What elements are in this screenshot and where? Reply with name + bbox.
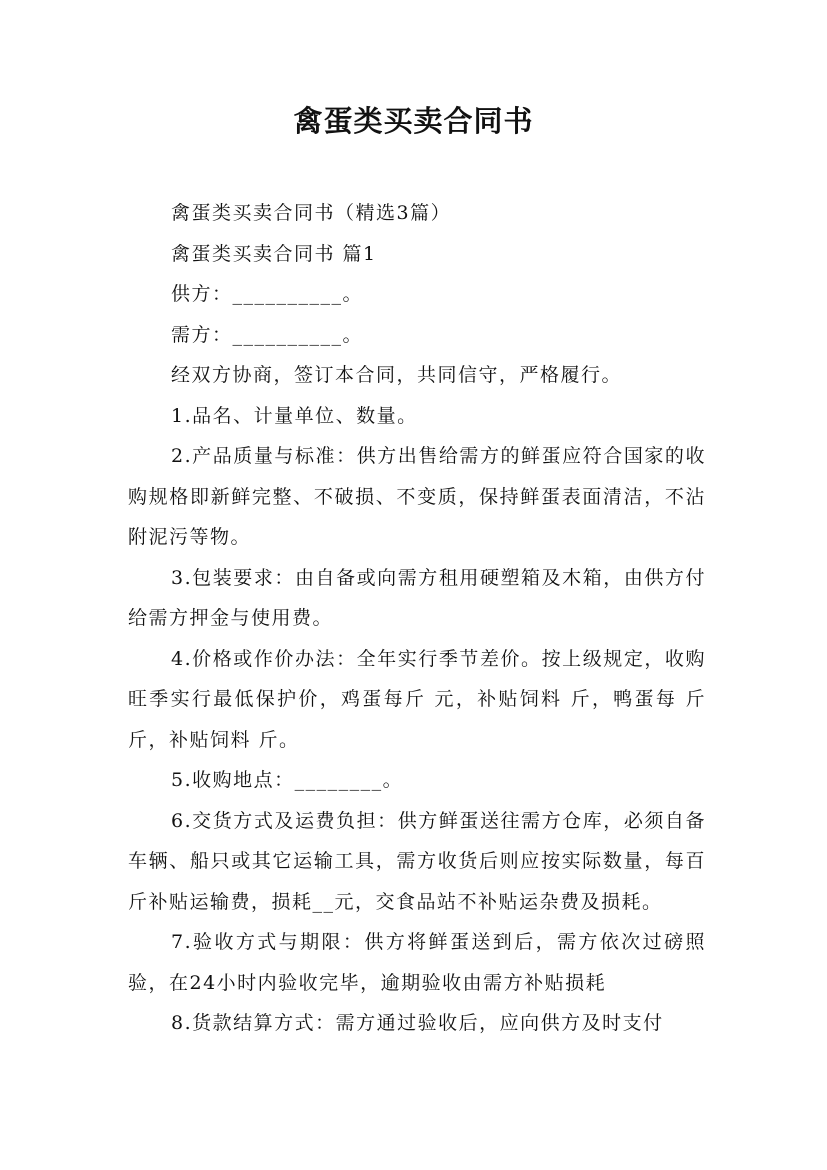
paragraph-intro: 经双方协商，签订本合同，共同信守，严格履行。 xyxy=(171,364,623,386)
paragraph-clause-4: 4.价格或作价办法：全年实行季节差价。按上级规定，收购旺季实行最低保护价，鸡蛋每斤 元，补贴饲料 斤，鸭蛋每 斤斤，补贴饲料 斤。 xyxy=(128,647,706,751)
paragraph-supplier: 供方：__________。 xyxy=(171,283,364,305)
paragraph-clause-1: 1.品名、计量单位、数量。 xyxy=(171,404,418,427)
paragraph-clause-2: 2.产品质量与标准：供方出售给需方的鲜蛋应符合国家的收购规格即新鲜完整、不破损、不变质，保持鲜蛋表面清洁，不沾附泥污等物。 xyxy=(128,445,706,548)
document-title: 禽蛋类买卖合同书 xyxy=(293,104,534,138)
document-body xyxy=(128,193,706,1044)
paragraph-clause-3: 3.包装要求：由自备或向需方租用硬塑箱及木箱，由供方付给需方押金与使用费。 xyxy=(128,566,706,629)
paragraph-heading: 禽蛋类买卖合同书（精选3篇） xyxy=(171,202,452,224)
paragraph-part-label: 禽蛋类买卖合同书 篇1 xyxy=(171,242,377,265)
paragraph-clause-6: 6.交货方式及运费负担：供方鲜蛋送往需方仓库，必须自备车辆、船只或其它运输工具，需方收货后则应按实际数量，每百斤补贴运输费，损耗__元，交食品站不补贴运杂费及损耗。 xyxy=(128,809,706,913)
paragraph-clause-8: 8.货款结算方式：需方通过验收后，应向供方及时支付 xyxy=(171,1012,664,1034)
paragraph-clause-7: 7.验收方式与期限：供方将鲜蛋送到后，需方依次过磅照验，在24小时内验收完毕，逾期验收由需方补贴损耗 xyxy=(128,931,706,994)
paragraph-clause-5: 5.收购地点：________。 xyxy=(171,769,404,791)
paragraph-buyer: 需方：__________。 xyxy=(171,323,364,346)
